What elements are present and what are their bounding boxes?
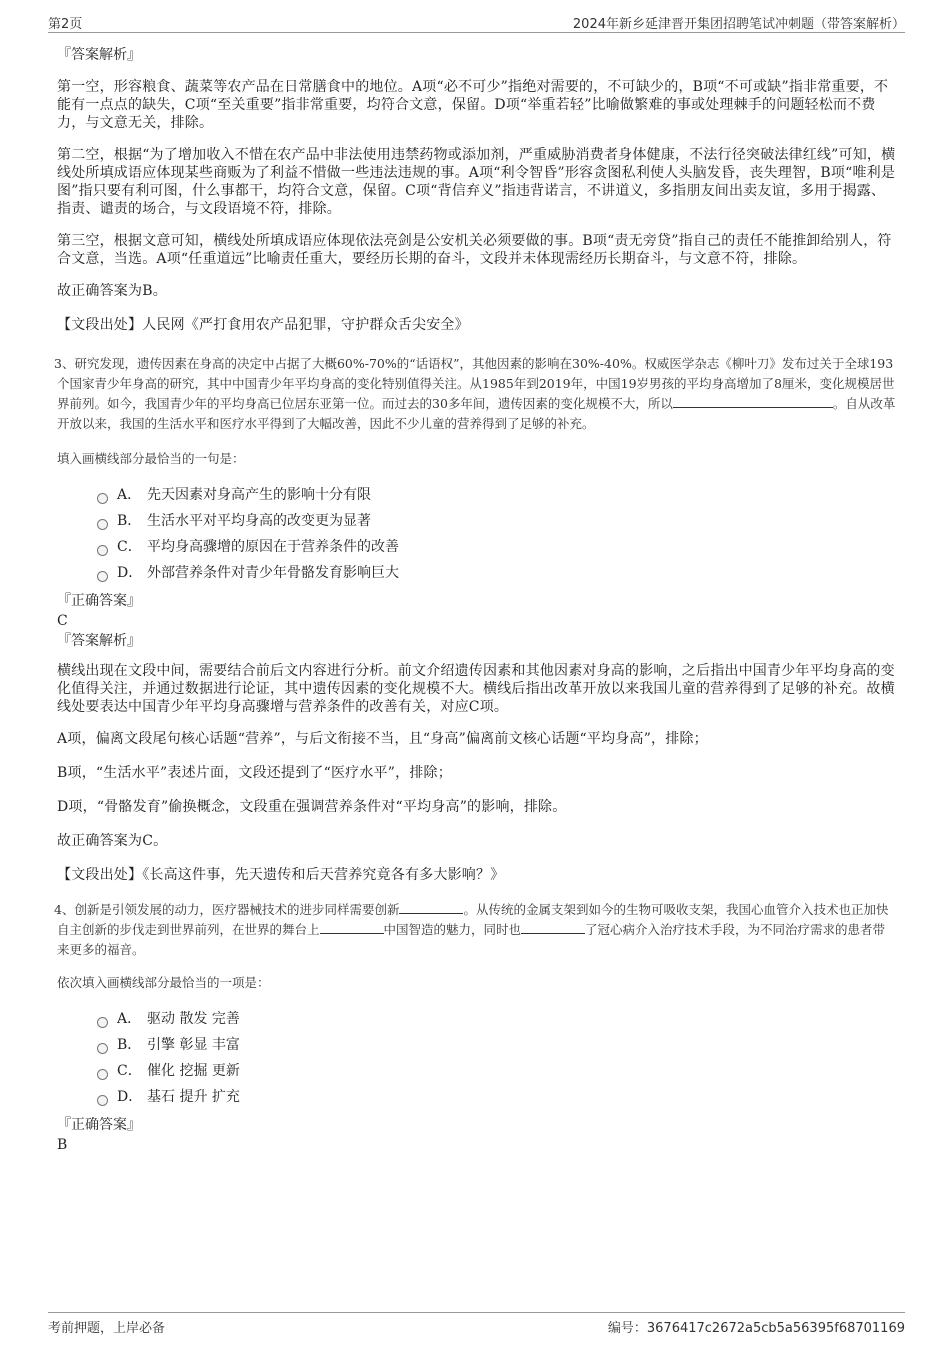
answer-blank	[399, 901, 463, 914]
answer-blank	[521, 921, 585, 934]
radio-icon[interactable]	[97, 1043, 108, 1054]
option-d[interactable]: D． 外部营养条件对青少年骨骼发育影响巨大	[97, 560, 897, 586]
question-3-prompt: 填入画横线部分最恰当的一句是：	[57, 451, 245, 466]
radio-icon[interactable]	[97, 1095, 108, 1106]
radio-icon[interactable]	[97, 493, 108, 504]
correct-answer: C	[57, 613, 68, 629]
analysis-paragraph: 第一空，形容粮食、蔬菜等农产品在日常膳食中的地位。A项“必不可少”指绝对需要的，不可缺少的，B项“不可或缺”指非常重要，不能有一点点的缺失，C项“至关重要”指非常重要，均符合文意，保留。D项“举重若轻”比喻做繁难的事或处理棘手的问题轻松而不费力，与文意无关，排除。	[57, 79, 889, 131]
option-c[interactable]: C． 催化 挖掘 更新	[97, 1058, 897, 1084]
document-id: 编号：3676417c2672a5cb5a56395f68701169	[607, 1321, 905, 1336]
question-4-options	[97, 1006, 897, 1110]
option-b[interactable]: B． 引擎 彰显 丰富	[97, 1032, 897, 1058]
analysis-paragraph: 第三空，根据文意可知，横线处所填成语应体现依法亮剑是公安机关必须要做的事。B项“责无旁贷”指自己的责任不能推卸给别人，符合文意，当选。A项“任重道远”比喻责任重大，要经历长期的奋斗，文段并未体现需经历长期奋斗，与文意不符，排除。	[57, 233, 892, 267]
radio-icon[interactable]	[97, 545, 108, 556]
correct-answer: B	[57, 1137, 68, 1153]
analysis-paragraph: D项，“骨骼发育”偷换概念，文段重在强调营养条件对“平均身高”的影响，排除。	[57, 799, 567, 815]
option-b[interactable]: B． 生活水平对平均身高的改变更为显著	[97, 508, 897, 534]
correct-answer-label: 『正确答案』	[57, 593, 141, 609]
analysis-paragraph: A项，偏离文段尾句核心话题“营养”，与后文衔接不当，且“身高”偏离前文核心话题“平均身高”，排除；	[57, 731, 708, 747]
page-content	[54, 46, 897, 1162]
question-3-text: 3、研究发现，遗传因素在身高的决定中占据了大概60%-70%的“话语权”，其他因素的影响在30%-40%。权威医学杂志《柳叶刀》发布过关于全球193个国家青少年身高的研究，其中中国青少年平均身高的变化特别值得关注。从1985年到2019年，中国19岁男孩的平均身高增加了8厘米，变化规模居世界前列。如今，我国青少年的平均身高已位居东亚第一位。而过去的30多年间，遗传因素的变化规模不大，所以	[54, 356, 895, 411]
question-3-text-after: 。自从改革开放以来，我国的生活水平和医疗水平得到了大幅改善，因此不少儿童的营养得到了足够的补充。	[57, 396, 896, 431]
correct-answer-label: 『正确答案』	[57, 1117, 141, 1133]
footer-slogan: 考前押题，上岸必备	[48, 1321, 166, 1336]
analysis-label: 『答案解析』	[57, 633, 141, 649]
analysis-conclusion: 故正确答案为C。	[57, 833, 168, 849]
page-number: 第2页	[48, 17, 83, 32]
answer-blank	[320, 921, 384, 934]
radio-icon[interactable]	[97, 1017, 108, 1028]
analysis-conclusion: 故正确答案为B。	[57, 283, 167, 299]
question-3	[54, 354, 897, 434]
analysis-paragraph: 横线出现在文段中间，需要结合前后文内容进行分析。前文介绍遗传因素和其他因素对身高的影响，之后指出中国青少年平均身高的变化值得关注，并通过数据进行论证，其中遗传因素的变化规模不大。横线后指出改革开放以来我国儿童的营养得到了足够的补充。故横线处要表达中国青少年平均身高骤增与营养条件的改善有关，对应C项。	[57, 663, 895, 715]
page-footer	[48, 1312, 905, 1335]
source-citation: 【文段出处】人民网《严打食用农产品犯罪，守护群众舌尖安全》	[57, 317, 469, 333]
analysis-label: 『答案解析』	[57, 47, 141, 63]
analysis-paragraph: B项，“生活水平”表述片面，文段还提到了“医疗水平”，排除；	[57, 765, 452, 781]
question-3-options	[97, 482, 897, 586]
document-title: 2024年新乡延津晋开集团招聘笔试冲刺题（带答案解析）	[572, 17, 905, 32]
radio-icon[interactable]	[97, 1069, 108, 1080]
source-citation: 【文段出处】《长高这件事，先天遗传和后天营养究竟各有多大影响？》	[57, 867, 505, 883]
question-4: 4、创新是引领发展的动力，医疗器械技术的进步同样需要创新 。从传统的金属支架到如今的生物可吸收支架，我国心血管介入技术也正加快自主创新的步伐走到世界前列，在世界的舞台上 中国智造的魅力，同时也 了冠心病介入治疗技术手段，为不同治疗需求的患者带来更多的福音。	[54, 902, 889, 957]
option-d[interactable]: D． 基石 提升 扩充	[97, 1084, 897, 1110]
page-header	[48, 10, 905, 33]
radio-icon[interactable]	[97, 571, 108, 582]
option-a[interactable]: A． 驱动 散发 完善	[97, 1006, 897, 1032]
option-a[interactable]: A． 先天因素对身高产生的影响十分有限	[97, 482, 897, 508]
option-c[interactable]: C． 平均身高骤增的原因在于营养条件的改善	[97, 534, 897, 560]
radio-icon[interactable]	[97, 519, 108, 530]
question-4-prompt: 依次填入画横线部分最恰当的一项是：	[57, 975, 270, 990]
analysis-paragraph: 第二空，根据“为了增加收入不惜在农产品中非法使用违禁药物或添加剂，严重威胁消费者身体健康，不法行径突破法律红线”可知，横线处所填成语应体现某些商贩为了利益不惜做一些违法违规的事。A项“利令智昏”形容贪图私利使人头脑发昏，丧失理智，B项“唯利是图”指只要有利可图，什么事都干，均符合文意，保留。C项“背信弃义”指违背诺言，不讲道义，多指朋友间出卖友谊，多用于揭露、指责、谴责的场合，与文段语境不符，排除。	[57, 147, 896, 217]
answer-blank	[673, 395, 833, 408]
